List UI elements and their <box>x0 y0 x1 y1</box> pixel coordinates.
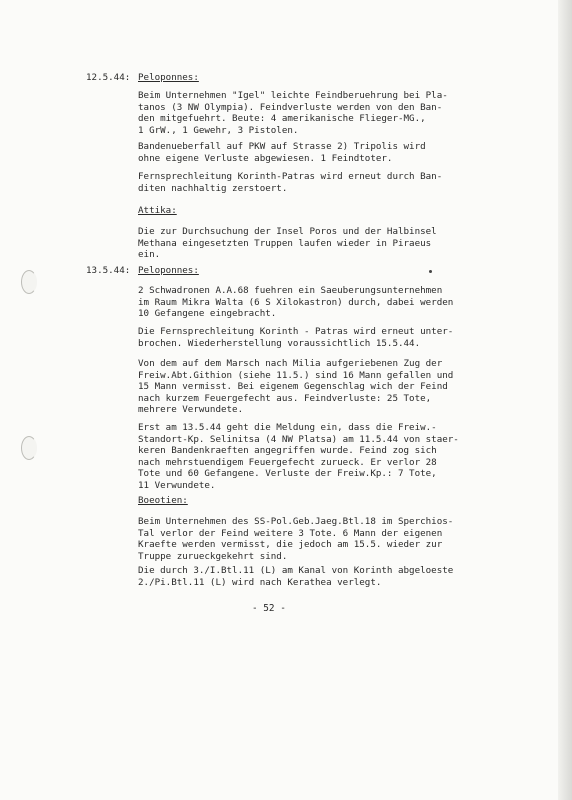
report-paragraph: Die zur Durchsuchung der Insel Poros und der Halbinsel Methana eingesetzten Truppen laufen wieder in Piraeus ein. <box>138 226 437 261</box>
report-paragraph: Beim Unternehmen des SS-Pol.Geb.Jaeg.Btl.18 im Sperchios- Tal verlor der Feind weitere 3 Tote. 6 Mann der eigenen Kraefte werden vermisst, die jedoch am 15.5. wieder zur Truppe zurueckgekehrt sind. <box>138 516 454 562</box>
ink-dot <box>429 270 432 273</box>
punch-hole-lower <box>21 436 37 460</box>
region-heading: Boeotien: <box>138 495 188 506</box>
region-heading: Peloponnes: <box>138 72 199 83</box>
report-paragraph: Von dem auf dem Marsch nach Milia aufgeriebenen Zug der Freiw.Abt.Githion (siehe 11.5.) sind 16 Mann gefallen und 15 Mann vermisst. Bei eigenem Gegenschlag wich der Feind nach kurzem Feuergefecht aus. Feindverluste: 25 Tote, mehrere Verwundete. <box>138 358 454 416</box>
report-paragraph: Bandenueberfall auf PKW auf Strasse 2) Tripolis wird ohne eigene Verluste abgewiesen. 1 Feindtoter. <box>138 141 426 164</box>
report-paragraph: Die durch 3./I.Btl.11 (L) am Kanal von Korinth abgeloeste 2./Pi.Btl.11 (L) wird nach Kerathea verlegt. <box>138 565 454 588</box>
region-heading: Peloponnes: <box>138 265 199 276</box>
page-edge-shadow <box>558 0 572 800</box>
entry-date: 12.5.44: <box>86 72 131 83</box>
entry-date: 13.5.44: <box>86 265 131 276</box>
report-paragraph: Beim Unternehmen "Igel" leichte Feindberuehrung bei Pla- tanos (3 NW Olympia). Feindverluste werden von den Ban- den mitgefuehrt. Beute: 4 amerikanische Flieger-MG., 1 GrW., 1 Gewehr, 3 Pistolen. <box>138 90 448 136</box>
page-number: - 52 - <box>252 603 286 614</box>
report-paragraph: Die Fernsprechleitung Korinth - Patras wird erneut unter- brochen. Wiederherstellung voraussichtlich 15.5.44. <box>138 326 454 349</box>
punch-hole-upper <box>21 270 37 294</box>
report-paragraph: Erst am 13.5.44 geht die Meldung ein, dass die Freiw.- Standort-Kp. Selinitsa (4 NW Platsa) am 11.5.44 von staer- keren Bandenkraeften angegriffen wurde. Feind zog sich nach mehrstuendigem Feuergefecht zurueck. Er verlor 28 Tote und 60 Gefangene. Verluste der Freiw.Kp.: 7 Tote, 11 Verwundete. <box>138 422 459 491</box>
report-paragraph: Fernsprechleitung Korinth-Patras wird erneut durch Ban- diten nachhaltig zerstoert. <box>138 171 443 194</box>
report-paragraph: 2 Schwadronen A.A.68 fuehren ein Saeuberungsunternehmen im Raum Mikra Walta (6 S Xilokastron) durch, dabei werden 10 Gefangene eingebracht. <box>138 285 454 320</box>
region-heading: Attika: <box>138 205 177 216</box>
